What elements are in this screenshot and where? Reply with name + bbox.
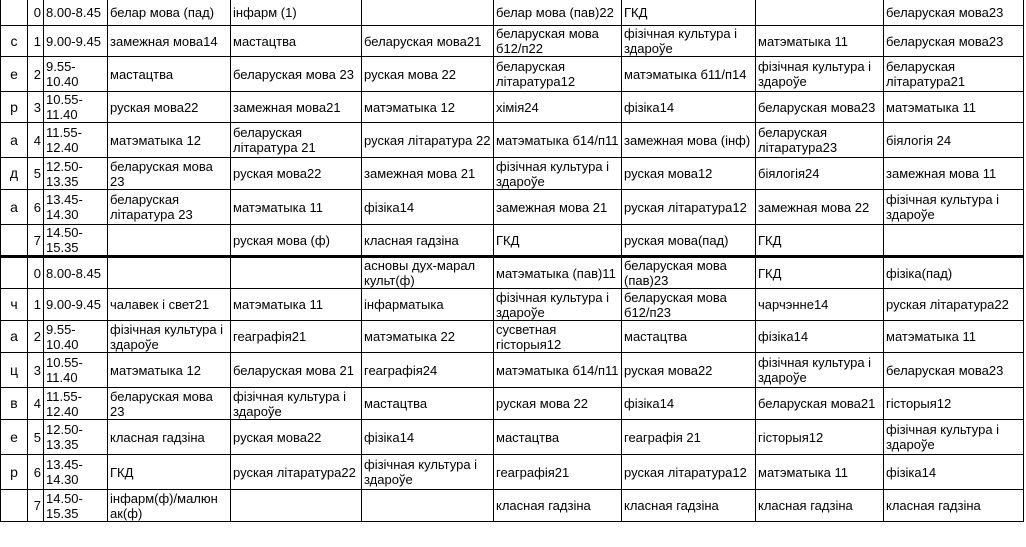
subject-cell[interactable]: асновы дух-марал культ(ф) bbox=[362, 257, 494, 289]
subject-cell[interactable]: фізічная культура і здароўе bbox=[494, 158, 622, 190]
lesson-time-cell[interactable]: 9.00-9.45 bbox=[44, 26, 108, 57]
subject-cell[interactable]: матэматыка 22 bbox=[362, 321, 494, 353]
subject-cell[interactable]: матэматыка 12 bbox=[362, 92, 494, 123]
subject-cell[interactable]: беларуская мова23 bbox=[884, 26, 1024, 57]
subject-cell[interactable]: мастацтва bbox=[362, 388, 494, 420]
subject-cell[interactable]: мастацтва bbox=[231, 26, 362, 57]
subject-cell[interactable]: беларуская мова23 bbox=[884, 353, 1024, 388]
subject-cell[interactable]: ГКД bbox=[108, 455, 231, 490]
subject-cell[interactable]: руская літаратура22 bbox=[884, 289, 1024, 321]
day-letter-cell: р bbox=[1, 92, 28, 123]
subject-cell[interactable]: класная гадзіна bbox=[622, 490, 756, 522]
subject-cell[interactable]: матэматыка 11 bbox=[231, 190, 362, 225]
subject-cell[interactable]: матэматыка 11 bbox=[884, 92, 1024, 123]
subject-cell[interactable]: замежная мова 22 bbox=[756, 190, 884, 225]
subject-cell[interactable]: ГКД bbox=[494, 225, 622, 257]
subject-cell[interactable]: сусветная гісторыя12 bbox=[494, 321, 622, 353]
day-letter-cell: е bbox=[1, 57, 28, 92]
subject-cell[interactable]: фізічная культура і здароўе bbox=[494, 289, 622, 321]
lesson-time-cell[interactable]: 12.50-13.35 bbox=[44, 420, 108, 455]
subject-cell[interactable]: замежная мова21 bbox=[231, 92, 362, 123]
schedule-body bbox=[1, 0, 1024, 522]
subject-cell[interactable]: беларуская мова 23 bbox=[108, 388, 231, 420]
subject-cell[interactable]: замежная мова 21 bbox=[362, 158, 494, 190]
subject-cell[interactable]: фізіка14 bbox=[884, 455, 1024, 490]
subject-cell[interactable]: фізічная культура і здароўе bbox=[884, 190, 1024, 225]
subject-cell[interactable]: фізіка(пад) bbox=[884, 257, 1024, 289]
lesson-number-cell[interactable]: 7 bbox=[28, 225, 44, 257]
subject-cell[interactable]: біялогія24 bbox=[756, 158, 884, 190]
subject-cell[interactable]: фізічная культура і здароўе bbox=[884, 420, 1024, 455]
subject-cell[interactable]: класная гадзіна bbox=[756, 490, 884, 522]
lesson-time-cell[interactable]: 8.00-8.45 bbox=[44, 0, 108, 26]
schedule-row bbox=[1, 26, 1024, 57]
subject-cell[interactable]: геаграфія 21 bbox=[622, 420, 756, 455]
day-letter-cell: а bbox=[1, 123, 28, 158]
schedule-row bbox=[1, 455, 1024, 490]
subject-cell[interactable]: мастацтва bbox=[494, 420, 622, 455]
lesson-number-cell[interactable]: 5 bbox=[28, 420, 44, 455]
lesson-number-cell[interactable]: 6 bbox=[28, 455, 44, 490]
subject-cell[interactable]: фізічная культура і здароўе bbox=[622, 26, 756, 57]
subject-cell[interactable]: замежная мова (інф) bbox=[622, 123, 756, 158]
lesson-number-cell[interactable]: 0 bbox=[28, 0, 44, 26]
lesson-number-cell[interactable]: 1 bbox=[28, 289, 44, 321]
schedule-row bbox=[1, 0, 1024, 26]
subject-cell[interactable]: замежная мова 11 bbox=[884, 158, 1024, 190]
subject-cell[interactable]: класная гадзіна bbox=[108, 420, 231, 455]
subject-cell[interactable]: руская літаратура12 bbox=[622, 455, 756, 490]
subject-cell[interactable] bbox=[231, 490, 362, 522]
subject-cell[interactable]: матэматыка 12 bbox=[108, 353, 231, 388]
lesson-time-cell[interactable]: 8.00-8.45 bbox=[44, 257, 108, 289]
subject-cell[interactable]: белар мова (пав)22 bbox=[494, 0, 622, 26]
lesson-number-cell[interactable]: 1 bbox=[28, 26, 44, 57]
lesson-number-cell[interactable]: 3 bbox=[28, 92, 44, 123]
subject-cell[interactable]: гісторыя12 bbox=[756, 420, 884, 455]
subject-cell[interactable]: беларуская мова б12/п22 bbox=[494, 26, 622, 57]
schedule-row bbox=[1, 353, 1024, 388]
day-letter-cell: а bbox=[1, 321, 28, 353]
subject-cell[interactable]: руская літаратура 22 bbox=[362, 123, 494, 158]
subject-cell[interactable]: беларуская літаратура 21 bbox=[231, 123, 362, 158]
day-letter-cell: с bbox=[1, 26, 28, 57]
lesson-number-cell[interactable]: 2 bbox=[28, 321, 44, 353]
subject-cell[interactable]: руская літаратура12 bbox=[622, 190, 756, 225]
subject-cell[interactable]: чарчэнне14 bbox=[756, 289, 884, 321]
lesson-number-cell[interactable]: 4 bbox=[28, 123, 44, 158]
lesson-number-cell[interactable]: 5 bbox=[28, 158, 44, 190]
subject-cell[interactable]: белар мова (пад) bbox=[108, 0, 231, 26]
schedule-row bbox=[1, 388, 1024, 420]
schedule-row bbox=[1, 420, 1024, 455]
subject-cell[interactable]: фізіка14 bbox=[362, 420, 494, 455]
subject-cell[interactable]: руская мова 22 bbox=[494, 388, 622, 420]
lesson-time-cell[interactable]: 11.55-12.40 bbox=[44, 123, 108, 158]
lesson-number-cell[interactable]: 2 bbox=[28, 57, 44, 92]
lesson-time-cell[interactable]: 11.55-12.40 bbox=[44, 388, 108, 420]
subject-cell[interactable]: матэматыка б14/п11 bbox=[494, 353, 622, 388]
subject-cell[interactable]: беларуская мова23 bbox=[884, 0, 1024, 26]
subject-cell[interactable]: руская мова22 bbox=[108, 92, 231, 123]
subject-cell[interactable]: беларуская літаратура23 bbox=[756, 123, 884, 158]
subject-cell[interactable]: мастацтва bbox=[622, 321, 756, 353]
subject-cell[interactable]: ГКД bbox=[756, 225, 884, 257]
lesson-number-cell[interactable]: 4 bbox=[28, 388, 44, 420]
subject-cell[interactable]: матэматыка 11 bbox=[756, 455, 884, 490]
subject-cell[interactable]: фізіка14 bbox=[622, 388, 756, 420]
subject-cell[interactable]: мастацтва bbox=[108, 57, 231, 92]
subject-cell[interactable]: фізічная культура і здароўе bbox=[108, 321, 231, 353]
subject-cell[interactable]: фізіка14 bbox=[756, 321, 884, 353]
lesson-time-cell[interactable]: 9.00-9.45 bbox=[44, 289, 108, 321]
subject-cell[interactable]: замежная мова14 bbox=[108, 26, 231, 57]
subject-cell[interactable] bbox=[884, 225, 1024, 257]
subject-cell[interactable]: беларуская мова (пав)23 bbox=[622, 257, 756, 289]
subject-cell[interactable]: геаграфія24 bbox=[362, 353, 494, 388]
subject-cell[interactable]: інфарматыка bbox=[362, 289, 494, 321]
subject-cell[interactable]: беларуская літаратура21 bbox=[884, 57, 1024, 92]
subject-cell[interactable]: фізічная культура і здароўе bbox=[362, 455, 494, 490]
subject-cell[interactable]: фізіка14 bbox=[362, 190, 494, 225]
subject-cell[interactable]: руская мова22 bbox=[231, 158, 362, 190]
lesson-time-cell[interactable]: 14.50-15.35 bbox=[44, 225, 108, 257]
lesson-time-cell[interactable]: 14.50-15.35 bbox=[44, 490, 108, 522]
subject-cell[interactable]: ГКД bbox=[756, 257, 884, 289]
subject-cell[interactable]: беларуская мова23 bbox=[756, 92, 884, 123]
schedule-row bbox=[1, 158, 1024, 190]
schedule-row bbox=[1, 257, 1024, 289]
subject-cell[interactable]: беларуская мова 21 bbox=[231, 353, 362, 388]
subject-cell[interactable] bbox=[108, 257, 231, 289]
subject-cell[interactable]: матэматыка 12 bbox=[108, 123, 231, 158]
subject-cell[interactable]: біялогія 24 bbox=[884, 123, 1024, 158]
schedule-row bbox=[1, 92, 1024, 123]
day-letter-cell: е bbox=[1, 420, 28, 455]
subject-cell[interactable]: матэматыка (пав)11 bbox=[494, 257, 622, 289]
subject-cell[interactable]: класная гадзіна bbox=[494, 490, 622, 522]
subject-cell[interactable]: матэматыка 11 bbox=[756, 26, 884, 57]
subject-cell[interactable]: руская мова(пад) bbox=[622, 225, 756, 257]
schedule-row bbox=[1, 225, 1024, 257]
subject-cell[interactable]: фізічная культура і здароўе bbox=[756, 353, 884, 388]
subject-cell[interactable] bbox=[362, 0, 494, 26]
day-letter-cell: д bbox=[1, 158, 28, 190]
subject-cell[interactable]: фізічная культура і здароўе bbox=[231, 388, 362, 420]
day-letter-cell bbox=[1, 257, 28, 289]
schedule-row bbox=[1, 490, 1024, 522]
subject-cell[interactable]: беларуская мова 23 bbox=[231, 57, 362, 92]
lesson-number-cell[interactable]: 0 bbox=[28, 257, 44, 289]
subject-cell[interactable]: фізічная культура і здароўе bbox=[756, 57, 884, 92]
schedule-row bbox=[1, 321, 1024, 353]
subject-cell[interactable]: руская літаратура22 bbox=[231, 455, 362, 490]
subject-cell[interactable]: чалавек і свет21 bbox=[108, 289, 231, 321]
lesson-time-cell[interactable]: 9.55-10.40 bbox=[44, 321, 108, 353]
subject-cell[interactable]: беларуская літаратура12 bbox=[494, 57, 622, 92]
subject-cell[interactable]: інфарм(ф)/малюн ак(ф) bbox=[108, 490, 231, 522]
day-letter-cell: в bbox=[1, 388, 28, 420]
subject-cell[interactable]: класная гадзіна bbox=[362, 225, 494, 257]
subject-cell[interactable] bbox=[756, 0, 884, 26]
lesson-time-cell[interactable]: 9.55-10.40 bbox=[44, 57, 108, 92]
subject-cell[interactable]: беларуская мова21 bbox=[362, 26, 494, 57]
subject-cell[interactable]: геаграфія21 bbox=[231, 321, 362, 353]
subject-cell[interactable]: матэматыка 11 bbox=[231, 289, 362, 321]
schedule-row bbox=[1, 190, 1024, 225]
subject-cell[interactable]: ГКД bbox=[622, 0, 756, 26]
lesson-time-cell[interactable]: 10.55-11.40 bbox=[44, 92, 108, 123]
subject-cell[interactable]: класная гадзіна bbox=[884, 490, 1024, 522]
day-letter-cell bbox=[1, 490, 28, 522]
subject-cell[interactable]: матэматыка б14/п11 bbox=[494, 123, 622, 158]
day-letter-cell: а bbox=[1, 190, 28, 225]
subject-cell[interactable]: інфарм (1) bbox=[231, 0, 362, 26]
subject-cell[interactable]: руская мова12 bbox=[622, 158, 756, 190]
subject-cell[interactable]: руская мова22 bbox=[622, 353, 756, 388]
day-letter-cell: р bbox=[1, 455, 28, 490]
lesson-time-cell[interactable]: 12.50-13.35 bbox=[44, 158, 108, 190]
subject-cell[interactable]: беларуская літаратура 23 bbox=[108, 190, 231, 225]
subject-cell[interactable]: матэматыка 11 bbox=[884, 321, 1024, 353]
subject-cell[interactable] bbox=[108, 225, 231, 257]
lesson-number-cell[interactable]: 7 bbox=[28, 490, 44, 522]
subject-cell[interactable]: беларуская мова21 bbox=[756, 388, 884, 420]
schedule-row bbox=[1, 289, 1024, 321]
day-letter-cell: ч bbox=[1, 289, 28, 321]
subject-cell[interactable]: геаграфія21 bbox=[494, 455, 622, 490]
day-letter-cell: ц bbox=[1, 353, 28, 388]
subject-cell[interactable]: руская мова22 bbox=[231, 420, 362, 455]
lesson-time-cell[interactable]: 13.45-14.30 bbox=[44, 190, 108, 225]
schedule-row bbox=[1, 123, 1024, 158]
subject-cell[interactable]: гісторыя12 bbox=[884, 388, 1024, 420]
schedule-row bbox=[1, 57, 1024, 92]
subject-cell[interactable]: фізіка14 bbox=[622, 92, 756, 123]
subject-cell[interactable]: руская мова 22 bbox=[362, 57, 494, 92]
lesson-time-cell[interactable]: 13.45-14.30 bbox=[44, 455, 108, 490]
subject-cell[interactable]: матэматыка б11/п14 bbox=[622, 57, 756, 92]
subject-cell[interactable]: замежная мова 21 bbox=[494, 190, 622, 225]
lesson-number-cell[interactable]: 3 bbox=[28, 353, 44, 388]
subject-cell[interactable] bbox=[362, 490, 494, 522]
subject-cell[interactable]: беларуская мова 23 bbox=[108, 158, 231, 190]
day-letter-cell bbox=[1, 0, 28, 26]
lesson-time-cell[interactable]: 10.55-11.40 bbox=[44, 353, 108, 388]
lesson-number-cell[interactable]: 6 bbox=[28, 190, 44, 225]
subject-cell[interactable]: руская мова (ф) bbox=[231, 225, 362, 257]
subject-cell[interactable]: хімія24 bbox=[494, 92, 622, 123]
day-letter-cell bbox=[1, 225, 28, 257]
subject-cell[interactable]: беларуская мова б12/п23 bbox=[622, 289, 756, 321]
subject-cell[interactable] bbox=[231, 257, 362, 289]
